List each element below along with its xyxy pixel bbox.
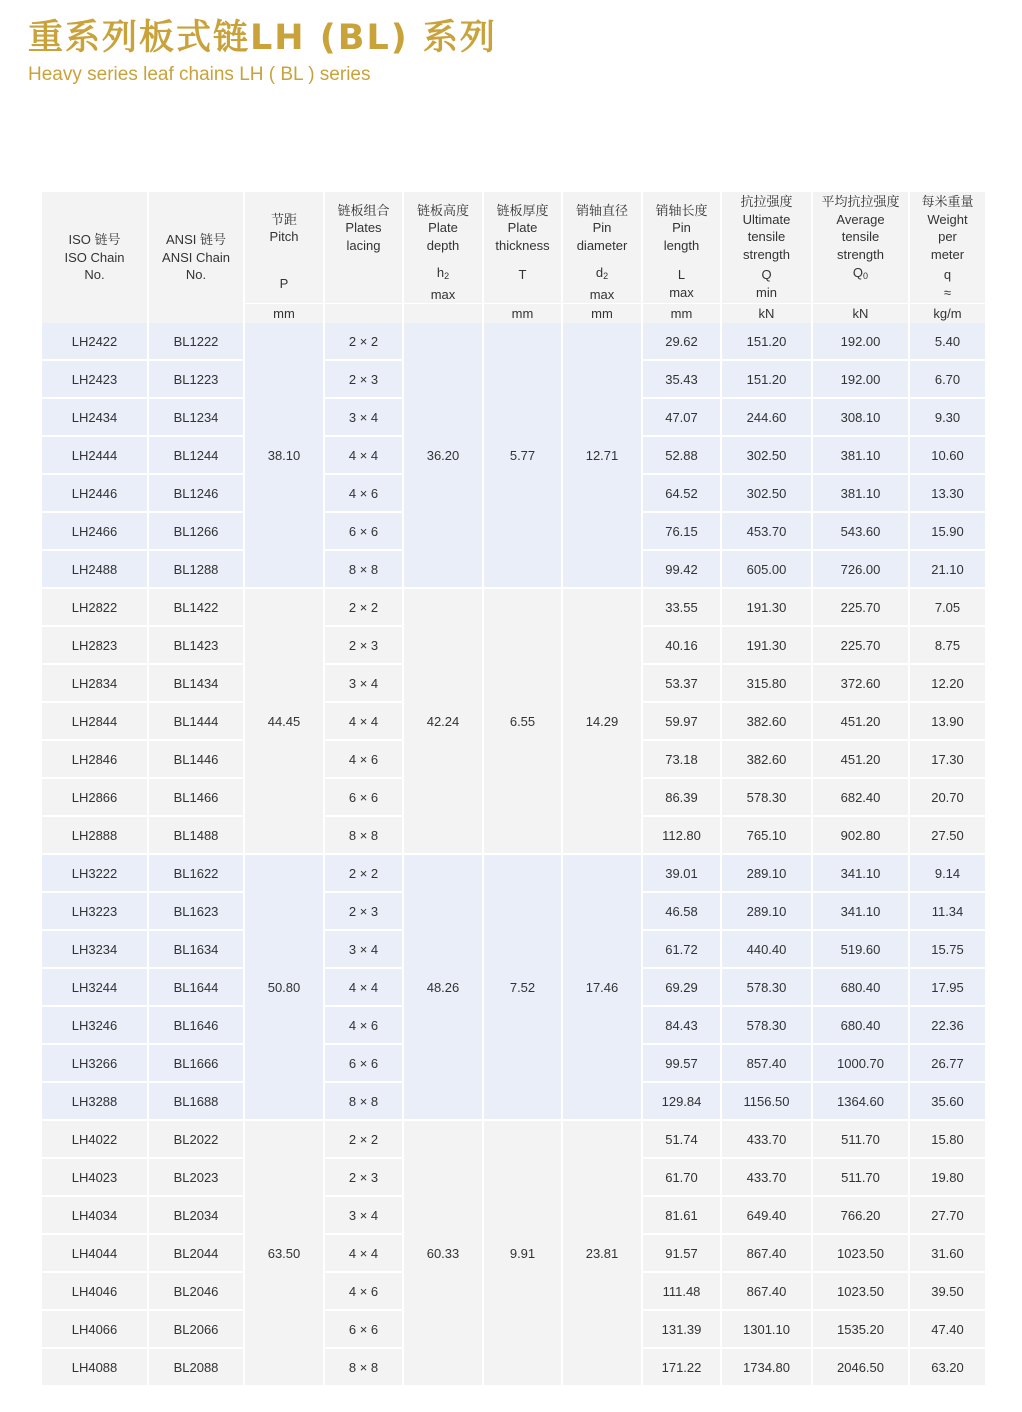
pin-length-unit: mm xyxy=(642,304,721,324)
average-tensile-value: 511.70 xyxy=(812,1120,909,1158)
ultimate-tensile-value: 433.70 xyxy=(721,1158,812,1196)
ultimate-tensile-value: 1301.10 xyxy=(721,1310,812,1348)
thickness-unit: mm xyxy=(483,304,562,324)
ansi-chain-no: BL1288 xyxy=(148,550,244,588)
pin-length-value: 111.48 xyxy=(642,1272,721,1310)
ansi-chain-no: BL2046 xyxy=(148,1272,244,1310)
plates-lacing: 8 × 8 xyxy=(324,816,403,854)
weight-value: 21.10 xyxy=(909,550,985,588)
ansi-chain-no: BL1234 xyxy=(148,398,244,436)
pin-diameter-symbol: $d_2$ max xyxy=(562,264,642,304)
pin-length-value: 35.43 xyxy=(642,360,721,398)
plates-lacing: 3 × 4 xyxy=(324,664,403,702)
weight-value: 13.30 xyxy=(909,474,985,512)
pin-length-value: 69.29 xyxy=(642,968,721,1006)
table-row xyxy=(42,588,985,626)
pin-length-value: 51.74 xyxy=(642,1120,721,1158)
weight-unit: kg/m xyxy=(909,304,985,324)
ansi-chain-no: BL1244 xyxy=(148,436,244,474)
weight-value: 8.75 xyxy=(909,626,985,664)
plate-depth-value: 36.20 xyxy=(403,323,483,588)
ultimate-tensile-value: 649.40 xyxy=(721,1196,812,1234)
plates-lacing: 3 × 4 xyxy=(324,930,403,968)
average-tensile-value: 1535.20 xyxy=(812,1310,909,1348)
weight-value: 35.60 xyxy=(909,1082,985,1120)
ansi-chain-no: BL1223 xyxy=(148,360,244,398)
weight-value: 22.36 xyxy=(909,1006,985,1044)
average-tensile-value: 519.60 xyxy=(812,930,909,968)
pin-length-value: 99.42 xyxy=(642,550,721,588)
ultimate-tensile-value: 382.60 xyxy=(721,702,812,740)
table-row xyxy=(42,1120,985,1158)
weight-value: 17.95 xyxy=(909,968,985,1006)
ansi-chain-no: BL1446 xyxy=(148,740,244,778)
plates-lacing: 4 × 6 xyxy=(324,1006,403,1044)
iso-chain-no: LH2888 xyxy=(42,816,148,854)
average-tensile-value: 372.60 xyxy=(812,664,909,702)
average-tensile-value: 192.00 xyxy=(812,323,909,360)
pin-length-value: 33.55 xyxy=(642,588,721,626)
iso-chain-no: LH3234 xyxy=(42,930,148,968)
iso-chain-no: LH2434 xyxy=(42,398,148,436)
ansi-chain-no: BL1634 xyxy=(148,930,244,968)
ansi-chain-no: BL1266 xyxy=(148,512,244,550)
plates-lacing: 2 × 2 xyxy=(324,588,403,626)
pitch-symbol: P xyxy=(244,264,324,304)
average-tensile-value: 1023.50 xyxy=(812,1234,909,1272)
pin-length-symbol: L max xyxy=(642,264,721,304)
iso-chain-no: LH2822 xyxy=(42,588,148,626)
average-tensile-value: 381.10 xyxy=(812,474,909,512)
header-pin-length: 销轴长度 Pin length xyxy=(642,192,721,264)
header-iso-chain: ISO 链号 ISO Chain No. xyxy=(42,192,148,323)
ultimate-tensile-value: 289.10 xyxy=(721,854,812,892)
weight-symbol: q ≈ xyxy=(909,264,985,304)
pin-length-value: 73.18 xyxy=(642,740,721,778)
ansi-chain-no: BL1646 xyxy=(148,1006,244,1044)
plate-thickness-value: 5.77 xyxy=(483,323,562,588)
weight-value: 63.20 xyxy=(909,1348,985,1386)
weight-value: 20.70 xyxy=(909,778,985,816)
iso-chain-no: LH2866 xyxy=(42,778,148,816)
table-row xyxy=(42,323,985,360)
table-header xyxy=(42,192,985,323)
pin-diameter-value: 12.71 xyxy=(562,323,642,588)
page-subtitle: Heavy series leaf chains LH ( BL ) series xyxy=(28,64,371,85)
ansi-chain-no: BL2066 xyxy=(148,1310,244,1348)
ansi-chain-no: BL1222 xyxy=(148,323,244,360)
iso-chain-no: LH3222 xyxy=(42,854,148,892)
pin-diameter-value: 17.46 xyxy=(562,854,642,1120)
weight-value: 17.30 xyxy=(909,740,985,778)
weight-value: 11.34 xyxy=(909,892,985,930)
average-tensile-value: 1023.50 xyxy=(812,1272,909,1310)
plates-lacing: 4 × 4 xyxy=(324,1234,403,1272)
average-tensile-value: 451.20 xyxy=(812,740,909,778)
iso-chain-no: LH2423 xyxy=(42,360,148,398)
pin-length-value: 91.57 xyxy=(642,1234,721,1272)
plates-lacing: 4 × 6 xyxy=(324,740,403,778)
ansi-chain-no: BL1622 xyxy=(148,854,244,892)
iso-chain-no: LH2444 xyxy=(42,436,148,474)
plates-lacing: 2 × 3 xyxy=(324,360,403,398)
pin-length-value: 131.39 xyxy=(642,1310,721,1348)
iso-chain-no: LH4088 xyxy=(42,1348,148,1386)
iso-chain-no: LH4046 xyxy=(42,1272,148,1310)
iso-chain-no: LH3223 xyxy=(42,892,148,930)
weight-value: 27.70 xyxy=(909,1196,985,1234)
ultimate-tensile-value: 151.20 xyxy=(721,360,812,398)
pitch-value: 63.50 xyxy=(244,1120,324,1386)
pin-length-value: 47.07 xyxy=(642,398,721,436)
average-tensile-symbol: $Q_0$ xyxy=(812,264,909,304)
chain-spec-table xyxy=(42,192,985,1387)
pin-length-value: 40.16 xyxy=(642,626,721,664)
header-weight: 每米重量 Weight per meter xyxy=(909,192,985,264)
pin-length-value: 99.57 xyxy=(642,1044,721,1082)
iso-chain-no: LH2844 xyxy=(42,702,148,740)
pin-length-value: 59.97 xyxy=(642,702,721,740)
pin-length-value: 129.84 xyxy=(642,1082,721,1120)
pin-length-value: 64.52 xyxy=(642,474,721,512)
tensile-unit: kN xyxy=(721,304,812,324)
ultimate-tensile-value: 151.20 xyxy=(721,323,812,360)
average-tensile-value: 381.10 xyxy=(812,436,909,474)
ultimate-tensile-value: 302.50 xyxy=(721,436,812,474)
ansi-chain-no: BL1688 xyxy=(148,1082,244,1120)
average-tensile-value: 2046.50 xyxy=(812,1348,909,1386)
pin-length-value: 112.80 xyxy=(642,816,721,854)
ansi-chain-no: BL1246 xyxy=(148,474,244,512)
iso-chain-no: LH3246 xyxy=(42,1006,148,1044)
weight-value: 10.60 xyxy=(909,436,985,474)
iso-chain-no: LH4034 xyxy=(42,1196,148,1234)
average-tensile-value: 680.40 xyxy=(812,968,909,1006)
plate-thickness-value: 6.55 xyxy=(483,588,562,854)
plates-lacing: 8 × 8 xyxy=(324,1348,403,1386)
weight-value: 26.77 xyxy=(909,1044,985,1082)
plates-lacing: 6 × 6 xyxy=(324,512,403,550)
ultimate-tensile-value: 765.10 xyxy=(721,816,812,854)
weight-value: 47.40 xyxy=(909,1310,985,1348)
ultimate-tensile-value: 302.50 xyxy=(721,474,812,512)
ultimate-tensile-value: 382.60 xyxy=(721,740,812,778)
iso-chain-no: LH2422 xyxy=(42,323,148,360)
tensile-symbol: Q min xyxy=(721,264,812,304)
plates-lacing: 2 × 3 xyxy=(324,626,403,664)
ultimate-tensile-value: 191.30 xyxy=(721,588,812,626)
ultimate-tensile-value: 1734.80 xyxy=(721,1348,812,1386)
average-tensile-value: 680.40 xyxy=(812,1006,909,1044)
iso-chain-no: LH2846 xyxy=(42,740,148,778)
plates-lacing: 3 × 4 xyxy=(324,1196,403,1234)
ultimate-tensile-value: 244.60 xyxy=(721,398,812,436)
plates-lacing: 2 × 3 xyxy=(324,892,403,930)
ultimate-tensile-value: 857.40 xyxy=(721,1044,812,1082)
plates-lacing: 8 × 8 xyxy=(324,1082,403,1120)
pin-length-value: 61.70 xyxy=(642,1158,721,1196)
pitch-value: 44.45 xyxy=(244,588,324,854)
pin-length-value: 81.61 xyxy=(642,1196,721,1234)
table-row xyxy=(42,854,985,892)
ultimate-tensile-value: 578.30 xyxy=(721,968,812,1006)
weight-value: 31.60 xyxy=(909,1234,985,1272)
iso-chain-no: LH3244 xyxy=(42,968,148,1006)
ultimate-tensile-value: 315.80 xyxy=(721,664,812,702)
pin-length-value: 76.15 xyxy=(642,512,721,550)
weight-value: 15.80 xyxy=(909,1120,985,1158)
iso-chain-no: LH4044 xyxy=(42,1234,148,1272)
average-tensile-value: 308.10 xyxy=(812,398,909,436)
pin-length-value: 52.88 xyxy=(642,436,721,474)
plates-lacing: 4 × 4 xyxy=(324,702,403,740)
plate-thickness-value: 7.52 xyxy=(483,854,562,1120)
weight-value: 7.05 xyxy=(909,588,985,626)
plates-lacing: 4 × 6 xyxy=(324,1272,403,1310)
pin-length-value: 29.62 xyxy=(642,323,721,360)
average-tensile-value: 543.60 xyxy=(812,512,909,550)
iso-chain-no: LH2466 xyxy=(42,512,148,550)
plates-lacing: 2 × 2 xyxy=(324,854,403,892)
ultimate-tensile-value: 453.70 xyxy=(721,512,812,550)
weight-value: 9.14 xyxy=(909,854,985,892)
weight-value: 15.75 xyxy=(909,930,985,968)
header-plates-lacing: 链板组合 Plates lacing xyxy=(324,192,403,264)
average-tensile-value: 726.00 xyxy=(812,550,909,588)
header-average-tensile: 平均抗拉强度 Average tensile strength xyxy=(812,192,909,264)
plates-lacing: 6 × 6 xyxy=(324,1310,403,1348)
weight-value: 39.50 xyxy=(909,1272,985,1310)
header-pitch: 节距 Pitch xyxy=(244,192,324,264)
plate-thickness-value: 9.91 xyxy=(483,1120,562,1386)
average-tensile-value: 902.80 xyxy=(812,816,909,854)
header-pin-diameter: 销轴直径 Pin diameter xyxy=(562,192,642,264)
average-tensile-value: 682.40 xyxy=(812,778,909,816)
iso-chain-no: LH2834 xyxy=(42,664,148,702)
pin-length-value: 53.37 xyxy=(642,664,721,702)
plates-lacing: 6 × 6 xyxy=(324,778,403,816)
plates-lacing: 6 × 6 xyxy=(324,1044,403,1082)
plate-depth-value: 48.26 xyxy=(403,854,483,1120)
pin-diameter-unit: mm xyxy=(562,304,642,324)
ansi-chain-no: BL2034 xyxy=(148,1196,244,1234)
depth-symbol: $h_2$ max xyxy=(403,264,483,304)
ansi-chain-no: BL1444 xyxy=(148,702,244,740)
average-tensile-value: 1364.60 xyxy=(812,1082,909,1120)
average-tensile-value: 192.00 xyxy=(812,360,909,398)
ultimate-tensile-value: 578.30 xyxy=(721,778,812,816)
plates-lacing: 2 × 2 xyxy=(324,1120,403,1158)
iso-chain-no: LH3266 xyxy=(42,1044,148,1082)
ultimate-tensile-value: 433.70 xyxy=(721,1120,812,1158)
ultimate-tensile-value: 867.40 xyxy=(721,1234,812,1272)
pin-length-value: 86.39 xyxy=(642,778,721,816)
weight-value: 9.30 xyxy=(909,398,985,436)
pitch-unit: mm xyxy=(244,304,324,324)
iso-chain-no: LH3288 xyxy=(42,1082,148,1120)
ultimate-tensile-value: 578.30 xyxy=(721,1006,812,1044)
plates-lacing: 8 × 8 xyxy=(324,550,403,588)
plate-depth-value: 60.33 xyxy=(403,1120,483,1386)
ansi-chain-no: BL2023 xyxy=(148,1158,244,1196)
header-ansi-chain: ANSI 链号 ANSI Chain No. xyxy=(148,192,244,323)
header-plate-depth: 链板高度 Plate depth xyxy=(403,192,483,264)
average-tensile-value: 451.20 xyxy=(812,702,909,740)
header-ultimate-tensile: 抗拉强度 Ultimate tensile strength xyxy=(721,192,812,264)
weight-value: 27.50 xyxy=(909,816,985,854)
pin-length-value: 61.72 xyxy=(642,930,721,968)
plate-depth-value: 42.24 xyxy=(403,588,483,854)
average-tensile-value: 511.70 xyxy=(812,1158,909,1196)
plates-lacing: 2 × 3 xyxy=(324,1158,403,1196)
iso-chain-no: LH2488 xyxy=(42,550,148,588)
iso-chain-no: LH2823 xyxy=(42,626,148,664)
ansi-chain-no: BL1422 xyxy=(148,588,244,626)
average-tensile-value: 225.70 xyxy=(812,626,909,664)
ansi-chain-no: BL2044 xyxy=(148,1234,244,1272)
weight-value: 13.90 xyxy=(909,702,985,740)
weight-value: 5.40 xyxy=(909,323,985,360)
ansi-chain-no: BL1466 xyxy=(148,778,244,816)
average-tensile-value: 341.10 xyxy=(812,854,909,892)
weight-value: 19.80 xyxy=(909,1158,985,1196)
ansi-chain-no: BL1644 xyxy=(148,968,244,1006)
ultimate-tensile-value: 867.40 xyxy=(721,1272,812,1310)
ansi-chain-no: BL1623 xyxy=(148,892,244,930)
ansi-chain-no: BL1666 xyxy=(148,1044,244,1082)
ultimate-tensile-value: 1156.50 xyxy=(721,1082,812,1120)
plates-lacing: 4 × 6 xyxy=(324,474,403,512)
thickness-symbol: T xyxy=(483,264,562,304)
ansi-chain-no: BL1434 xyxy=(148,664,244,702)
average-tensile-unit: kN xyxy=(812,304,909,324)
ultimate-tensile-value: 440.40 xyxy=(721,930,812,968)
ultimate-tensile-value: 289.10 xyxy=(721,892,812,930)
average-tensile-value: 341.10 xyxy=(812,892,909,930)
ansi-chain-no: BL1488 xyxy=(148,816,244,854)
pitch-value: 38.10 xyxy=(244,323,324,588)
iso-chain-no: LH4066 xyxy=(42,1310,148,1348)
ansi-chain-no: BL1423 xyxy=(148,626,244,664)
iso-chain-no: LH4023 xyxy=(42,1158,148,1196)
average-tensile-value: 225.70 xyxy=(812,588,909,626)
ansi-chain-no: BL2022 xyxy=(148,1120,244,1158)
plates-lacing: 4 × 4 xyxy=(324,968,403,1006)
iso-chain-no: LH4022 xyxy=(42,1120,148,1158)
pin-diameter-value: 23.81 xyxy=(562,1120,642,1386)
pin-diameter-value: 14.29 xyxy=(562,588,642,854)
weight-value: 15.90 xyxy=(909,512,985,550)
header-plate-thickness: 链板厚度 Plate thickness xyxy=(483,192,562,264)
average-tensile-value: 1000.70 xyxy=(812,1044,909,1082)
table-body xyxy=(42,323,985,1386)
ansi-chain-no: BL2088 xyxy=(148,1348,244,1386)
weight-value: 6.70 xyxy=(909,360,985,398)
plates-lacing: 4 × 4 xyxy=(324,436,403,474)
pin-length-value: 39.01 xyxy=(642,854,721,892)
plates-lacing: 3 × 4 xyxy=(324,398,403,436)
ultimate-tensile-value: 191.30 xyxy=(721,626,812,664)
ultimate-tensile-value: 605.00 xyxy=(721,550,812,588)
pitch-value: 50.80 xyxy=(244,854,324,1120)
iso-chain-no: LH2446 xyxy=(42,474,148,512)
average-tensile-value: 766.20 xyxy=(812,1196,909,1234)
pin-length-value: 171.22 xyxy=(642,1348,721,1386)
pin-length-value: 84.43 xyxy=(642,1006,721,1044)
plates-lacing: 2 × 2 xyxy=(324,323,403,360)
pin-length-value: 46.58 xyxy=(642,892,721,930)
weight-value: 12.20 xyxy=(909,664,985,702)
page-title: 重系列板式链LH (BL) 系列 xyxy=(28,18,497,58)
